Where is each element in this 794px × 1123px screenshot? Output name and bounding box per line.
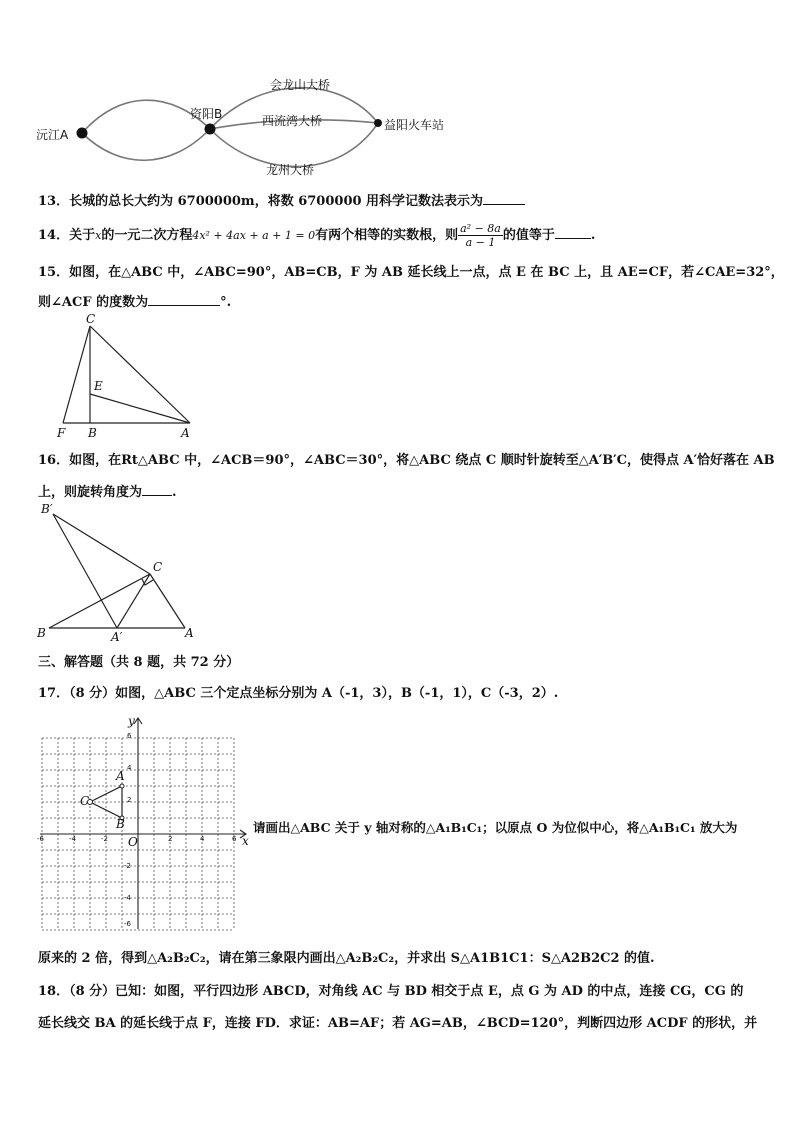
question-16-line2-prefix: 上，则旋转角度为: [38, 485, 143, 500]
question-15-line1: 15．如图，在△ABC 中，∠ABC=90°，AB=CB，F 为 AB 延长线上一点，点 E 在 BC 上，且 AE=CF，若∠CAE=32°，: [38, 265, 784, 280]
q16-label-b: B: [37, 626, 46, 640]
question-13-text: 13．长城的总长大约为 6700000m，将数 6700000 用科学记数法表示为: [38, 194, 484, 209]
y-tick-neg4: -4: [124, 894, 131, 902]
x-tick-neg6: -6: [37, 835, 44, 843]
question-14-end: .: [590, 228, 596, 243]
x-tick-neg2: -2: [101, 835, 108, 843]
q15-label-c: C: [86, 312, 96, 326]
y-tick-neg6: -6: [124, 920, 131, 928]
grid-label-origin: O: [128, 835, 138, 849]
y-tick-neg2: -2: [124, 862, 131, 870]
answer-blank-14[interactable]: [555, 226, 591, 239]
map-figure: [30, 70, 460, 180]
answer-blank-16[interactable]: [142, 483, 172, 496]
grid-label-b: B: [116, 817, 125, 831]
grid-label-x: x: [242, 834, 249, 848]
label-yiyang: 益阳火车站: [384, 118, 445, 132]
coordinate-grid: [36, 714, 256, 936]
q16-label-b-prime: B′: [41, 502, 53, 516]
x-tick-2: 2: [168, 835, 173, 843]
question-15-line2-prefix: 则∠ACF 的度数为: [38, 295, 149, 310]
question-17-line3: 原来的 2 倍，得到△A₂B₂C₂，请在第三象限内画出△A₂B₂C₂，并求出 S△A1B1C1：S△A2B2C2 的值.: [38, 951, 655, 966]
y-tick-6: 6: [127, 732, 132, 740]
grid-label-a: A: [116, 769, 125, 783]
figure-q16: [35, 500, 205, 645]
q15-label-f: F: [57, 426, 66, 440]
label-bridge-bottom: 龙州大桥: [266, 163, 315, 177]
question-14-var: x: [95, 229, 102, 242]
question-13: [38, 190, 525, 209]
question-17-line1: 17．（8 分）如图，△ABC 三个定点坐标分别为 A（-1，3），B（-1，1），C（-3，2）.: [38, 686, 559, 701]
label-bridge-top: 会龙山大桥: [270, 78, 331, 92]
y-tick-2: 2: [127, 796, 132, 804]
route-a-b-lower: [82, 129, 210, 160]
question-15-line2-suffix: °.: [220, 295, 232, 310]
x-tick-6: 6: [232, 835, 237, 843]
q15-label-e: E: [94, 379, 103, 393]
answer-blank-15[interactable]: [148, 293, 220, 306]
grid-label-c: C: [80, 794, 90, 808]
question-14-mid: 的一元二次方程: [101, 228, 193, 243]
point-yiyang-dot: [374, 119, 382, 127]
question-14-suffix: 的值等于: [502, 228, 555, 243]
question-16-line1: 16．如图，在Rt△ABC 中，∠ACB＝90°，∠ABC＝30°，将△ABC 绕点 C 顺时针旋转至△A′B′C，使得点 A′恰好落在 AB: [38, 453, 775, 468]
q15-label-a: A: [181, 426, 190, 440]
question-16-line2: [38, 481, 177, 500]
section-3-heading: 三、解答题（共 8 题，共 72 分）: [38, 655, 240, 670]
figure-q17-grid: [36, 714, 256, 936]
question-18-line1: 18．（8 分）已知：如图，平行四边形 ABCD，对角线 AC 与 BD 相交于点 E，点 G 为 AD 的中点，连接 CG，CG 的: [38, 984, 744, 999]
point-a-dot: [77, 128, 88, 139]
fraction-numerator: a² − 8a: [460, 222, 501, 235]
figure-q15: [48, 312, 208, 444]
fraction-denominator: a − 1: [465, 236, 496, 249]
q16-label-c: C: [153, 560, 163, 574]
label-bridge-mid: 西流湾大桥: [262, 114, 323, 128]
q16-label-a: A: [185, 626, 194, 640]
figure-q16-rotation: [35, 500, 205, 645]
label-ziyang: 资阳B: [190, 107, 223, 121]
x-tick-neg4: -4: [69, 835, 76, 843]
question-14-prefix: 14．关于: [38, 228, 96, 243]
question-14: [38, 222, 595, 249]
q16-label-a-prime: A′: [111, 630, 123, 644]
route-b-yiyang-bottom: [210, 123, 378, 167]
answer-blank-13[interactable]: [483, 192, 525, 205]
figure-q15-triangle: [48, 312, 208, 444]
question-14-mid2: 有两个相等的实数根，则: [315, 228, 459, 243]
question-15-line2: [38, 291, 231, 310]
question-18-line2: 延长线交 BA 的延长线于点 F，连接 FD．求证：AB=AF；若 AG=AB，∠BCD=120°，判断四边形 ACDF 的形状，并: [38, 1016, 758, 1031]
question-16-line2-suffix: .: [172, 485, 177, 500]
point-b-dot: [205, 124, 216, 135]
question-14-equation: 4x² + 4ax + a + 1 = 0: [192, 229, 316, 242]
y-tick-4: 4: [127, 764, 132, 772]
question-14-fraction: [458, 222, 503, 249]
q15-label-b: B: [88, 426, 97, 440]
question-17-side-text: 请画出△ABC 关于 y 轴对称的△A₁B₁C₁；以原点 O 为位似中心，将△A₁B₁C₁ 放大为: [253, 820, 738, 835]
label-yuanjiang: 沅江A: [36, 128, 69, 142]
grid-label-y: y: [128, 714, 135, 728]
x-tick-4: 4: [200, 835, 205, 843]
